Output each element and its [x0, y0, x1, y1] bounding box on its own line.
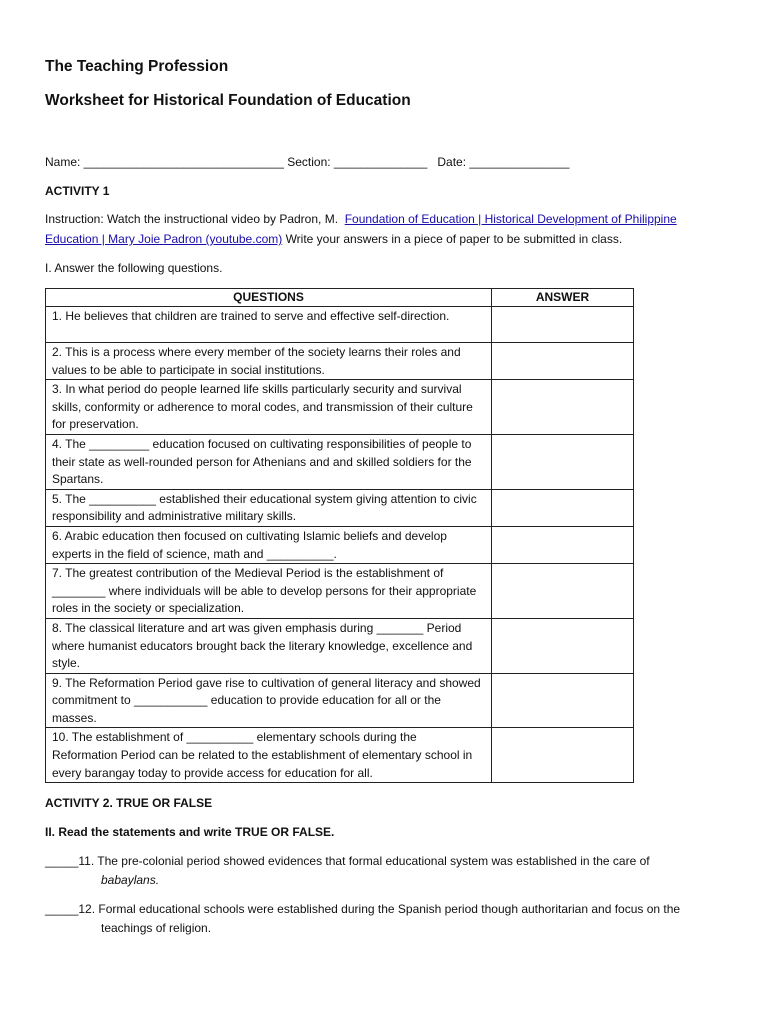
question-cell: 1. He believes that children are trained to serve and effective self-direction. — [46, 307, 492, 343]
answer-blank[interactable]: _____ — [45, 854, 79, 868]
table-row — [46, 526, 634, 563]
questions-column-header: QUESTIONS — [46, 289, 492, 307]
instruction-text: Instruction: Watch the instructional video by Padron, M. — [45, 212, 345, 226]
answer-blank[interactable]: _____ — [45, 902, 79, 916]
true-false-line — [45, 852, 725, 871]
question-cell: 7. The greatest contribution of the Medieval Period is the establishment of ________ where individuals will be able to develop persons for their appropriate roles in the society or specialization. — [46, 564, 492, 619]
question-cell: 9. The Reformation Period gave rise to cultivation of general literacy and showed commitment to ___________ education to provide education for all or the masses. — [46, 673, 492, 728]
table-row — [46, 564, 634, 619]
true-false-item — [45, 900, 725, 938]
question-cell: 2. This is a process where every member of the society learns their roles and values to be able to participate in social institutions. — [46, 343, 492, 380]
answer-cell[interactable] — [492, 434, 634, 489]
table-row — [46, 618, 634, 673]
answer-cell[interactable] — [492, 343, 634, 380]
table-row — [46, 307, 634, 343]
student-info-fields: Name: ______________________________ Section: ______________ Date: _______________ — [45, 155, 570, 169]
document-title: The Teaching Profession — [45, 58, 229, 75]
question-cell: 8. The classical literature and art was given emphasis during _______ Period where humanist educators brought back the literary knowledge, excellence and style. — [46, 618, 492, 673]
question-cell: 6. Arabic education then focused on cultivating Islamic beliefs and develop experts in the field of science, math and __________. — [46, 526, 492, 563]
table-row — [46, 380, 634, 435]
answer-cell[interactable] — [492, 380, 634, 435]
document-subtitle: Worksheet for Historical Foundation of Education — [45, 92, 411, 109]
answer-cell[interactable] — [492, 728, 634, 783]
question-cell: 5. The __________ established their educational system giving attention to civic responsibility and administrative military skills. — [46, 489, 492, 526]
table-row — [46, 728, 634, 783]
table-header-row — [46, 289, 634, 307]
answer-column-header: ANSWER — [492, 289, 634, 307]
answer-cell[interactable] — [492, 564, 634, 619]
question-cell: 3. In what period do people learned life skills particularly security and survival skills, conformity or adherence to moral codes, and transmission of their culture for preservation. — [46, 380, 492, 435]
table-row — [46, 434, 634, 489]
answer-cell[interactable] — [492, 307, 634, 343]
table-row — [46, 673, 634, 728]
answer-cell[interactable] — [492, 673, 634, 728]
activity2-heading: ACTIVITY 2. TRUE OR FALSE — [45, 796, 213, 810]
video-link-line2[interactable]: Education | Mary Joie Padron (youtube.com) — [45, 232, 283, 246]
question-cell: 10. The establishment of __________ elementary schools during the Reformation Period can be related to the establishment of elementary school in every barangay today to provide access for education for all. — [46, 728, 492, 783]
activity2-instruction: II. Read the statements and write TRUE OR FALSE. — [45, 825, 335, 839]
instruction-suffix: Write your answers in a piece of paper to be submitted in class. — [282, 232, 623, 246]
activity1-heading: ACTIVITY 1 — [45, 184, 110, 198]
activity1-instruction — [45, 209, 735, 249]
answer-cell[interactable] — [492, 489, 634, 526]
true-false-item — [45, 852, 725, 890]
video-link-line1[interactable]: Foundation of Education | Historical Development of Philippine — [344, 212, 677, 226]
statement-text: 11. The pre-colonial period showed evidences that formal educational system was established in the care of — [78, 854, 650, 868]
part1-label: I. Answer the following questions. — [45, 261, 223, 275]
question-cell: 4. The _________ education focused on cultivating responsibilities of people to their state as well-rounded person for Athenians and and skilled soldiers for the Spartans. — [46, 434, 492, 489]
answer-cell[interactable] — [492, 618, 634, 673]
answer-cell[interactable] — [492, 526, 634, 563]
table-row — [46, 343, 634, 380]
statement-continuation: babaylans. — [101, 873, 160, 887]
table-row — [46, 489, 634, 526]
questions-table — [45, 288, 634, 783]
statement-text: 12. Formal educational schools were established during the Spanish period though authoritarian and focus on the — [78, 902, 681, 916]
statement-continuation: teachings of religion. — [101, 921, 212, 935]
true-false-line — [45, 900, 725, 919]
